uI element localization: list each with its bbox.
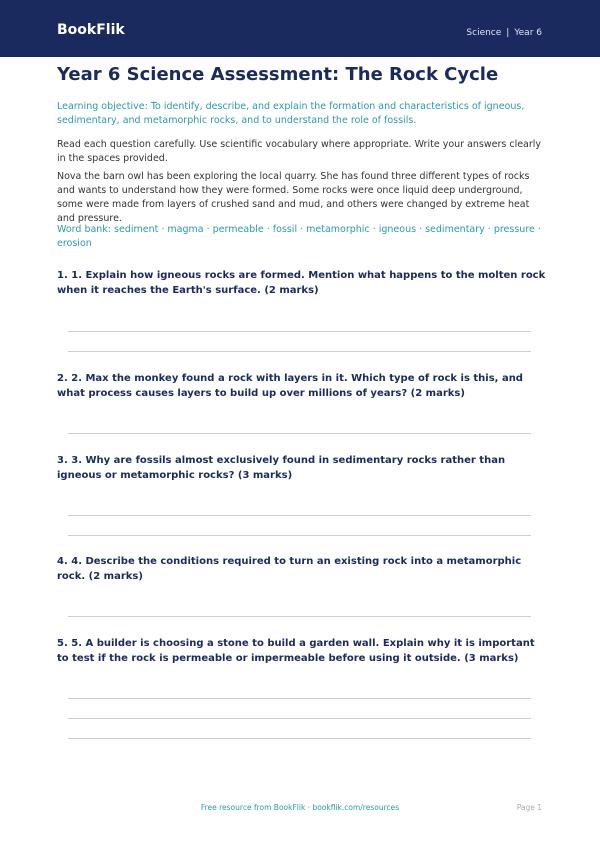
brand-logo-text: BookFlik: [57, 22, 125, 38]
question-3: 3. 3. Why are fossils almost exclusively found in sedimentary rocks rather than igneous or metamorphic rocks? (3 marks): [57, 455, 506, 481]
answer-line[interactable]: [68, 698, 531, 699]
question-5: 5. 5. A builder is choosing a stone to build a garden wall. Explain why it is important to test if the rock is permeable or impermeable before using it outside. (3 marks): [57, 638, 535, 664]
answer-line[interactable]: [68, 351, 531, 352]
answer-line[interactable]: [68, 535, 531, 536]
story-text: Nova the barn owl has been exploring the local quarry. She has found three different types of rocks and wants to understand how they were formed. Some rocks were once liquid deep underground, some were made from layers of crushed sand and mud, and others were changed by extreme heat and pressure.: [57, 171, 530, 224]
answer-line[interactable]: [68, 738, 531, 739]
breadcrumb-separator: |: [506, 28, 510, 38]
word-bank: Word bank: sediment · magma · permeable · fossil · metamorphic · igneous · sedimentary · pressure · erosion: [57, 224, 541, 249]
year-label: Year 6: [514, 28, 542, 38]
footer-credit[interactable]: Free resource from BookFlik · bookflik.com/resources: [200, 803, 400, 812]
header-breadcrumb: [466, 28, 542, 38]
page-title: Year 6 Science Assessment: The Rock Cycle: [57, 64, 499, 85]
page-number: Page 1: [516, 803, 542, 812]
question-4: 4. 4. Describe the conditions required to turn an existing rock into a metamorphic rock. (2 marks): [57, 556, 522, 582]
header-bar: [0, 0, 600, 57]
learning-objective: Learning objective: To identify, describe, and explain the formation and characteristics of igneous, sedimentary, and metamorphic rocks, and to understand the role of fossils.: [57, 101, 525, 126]
answer-line[interactable]: [68, 433, 531, 434]
instructions-text: Read each question carefully. Use scientific vocabulary where appropriate. Write your answers clearly in the spaces provided.: [57, 139, 542, 164]
answer-line[interactable]: [68, 515, 531, 516]
question-2: 2. 2. Max the monkey found a rock with layers in it. Which type of rock is this, and what process causes layers to build up over millions of years? (2 marks): [57, 373, 523, 399]
subject-label: Science: [466, 28, 502, 38]
answer-line[interactable]: [68, 718, 531, 719]
question-1: 1. 1. Explain how igneous rocks are formed. Mention what happens to the molten rock when it reaches the Earth's surface. (2 marks): [57, 270, 546, 296]
answer-line[interactable]: [68, 616, 531, 617]
answer-line[interactable]: [68, 331, 531, 332]
